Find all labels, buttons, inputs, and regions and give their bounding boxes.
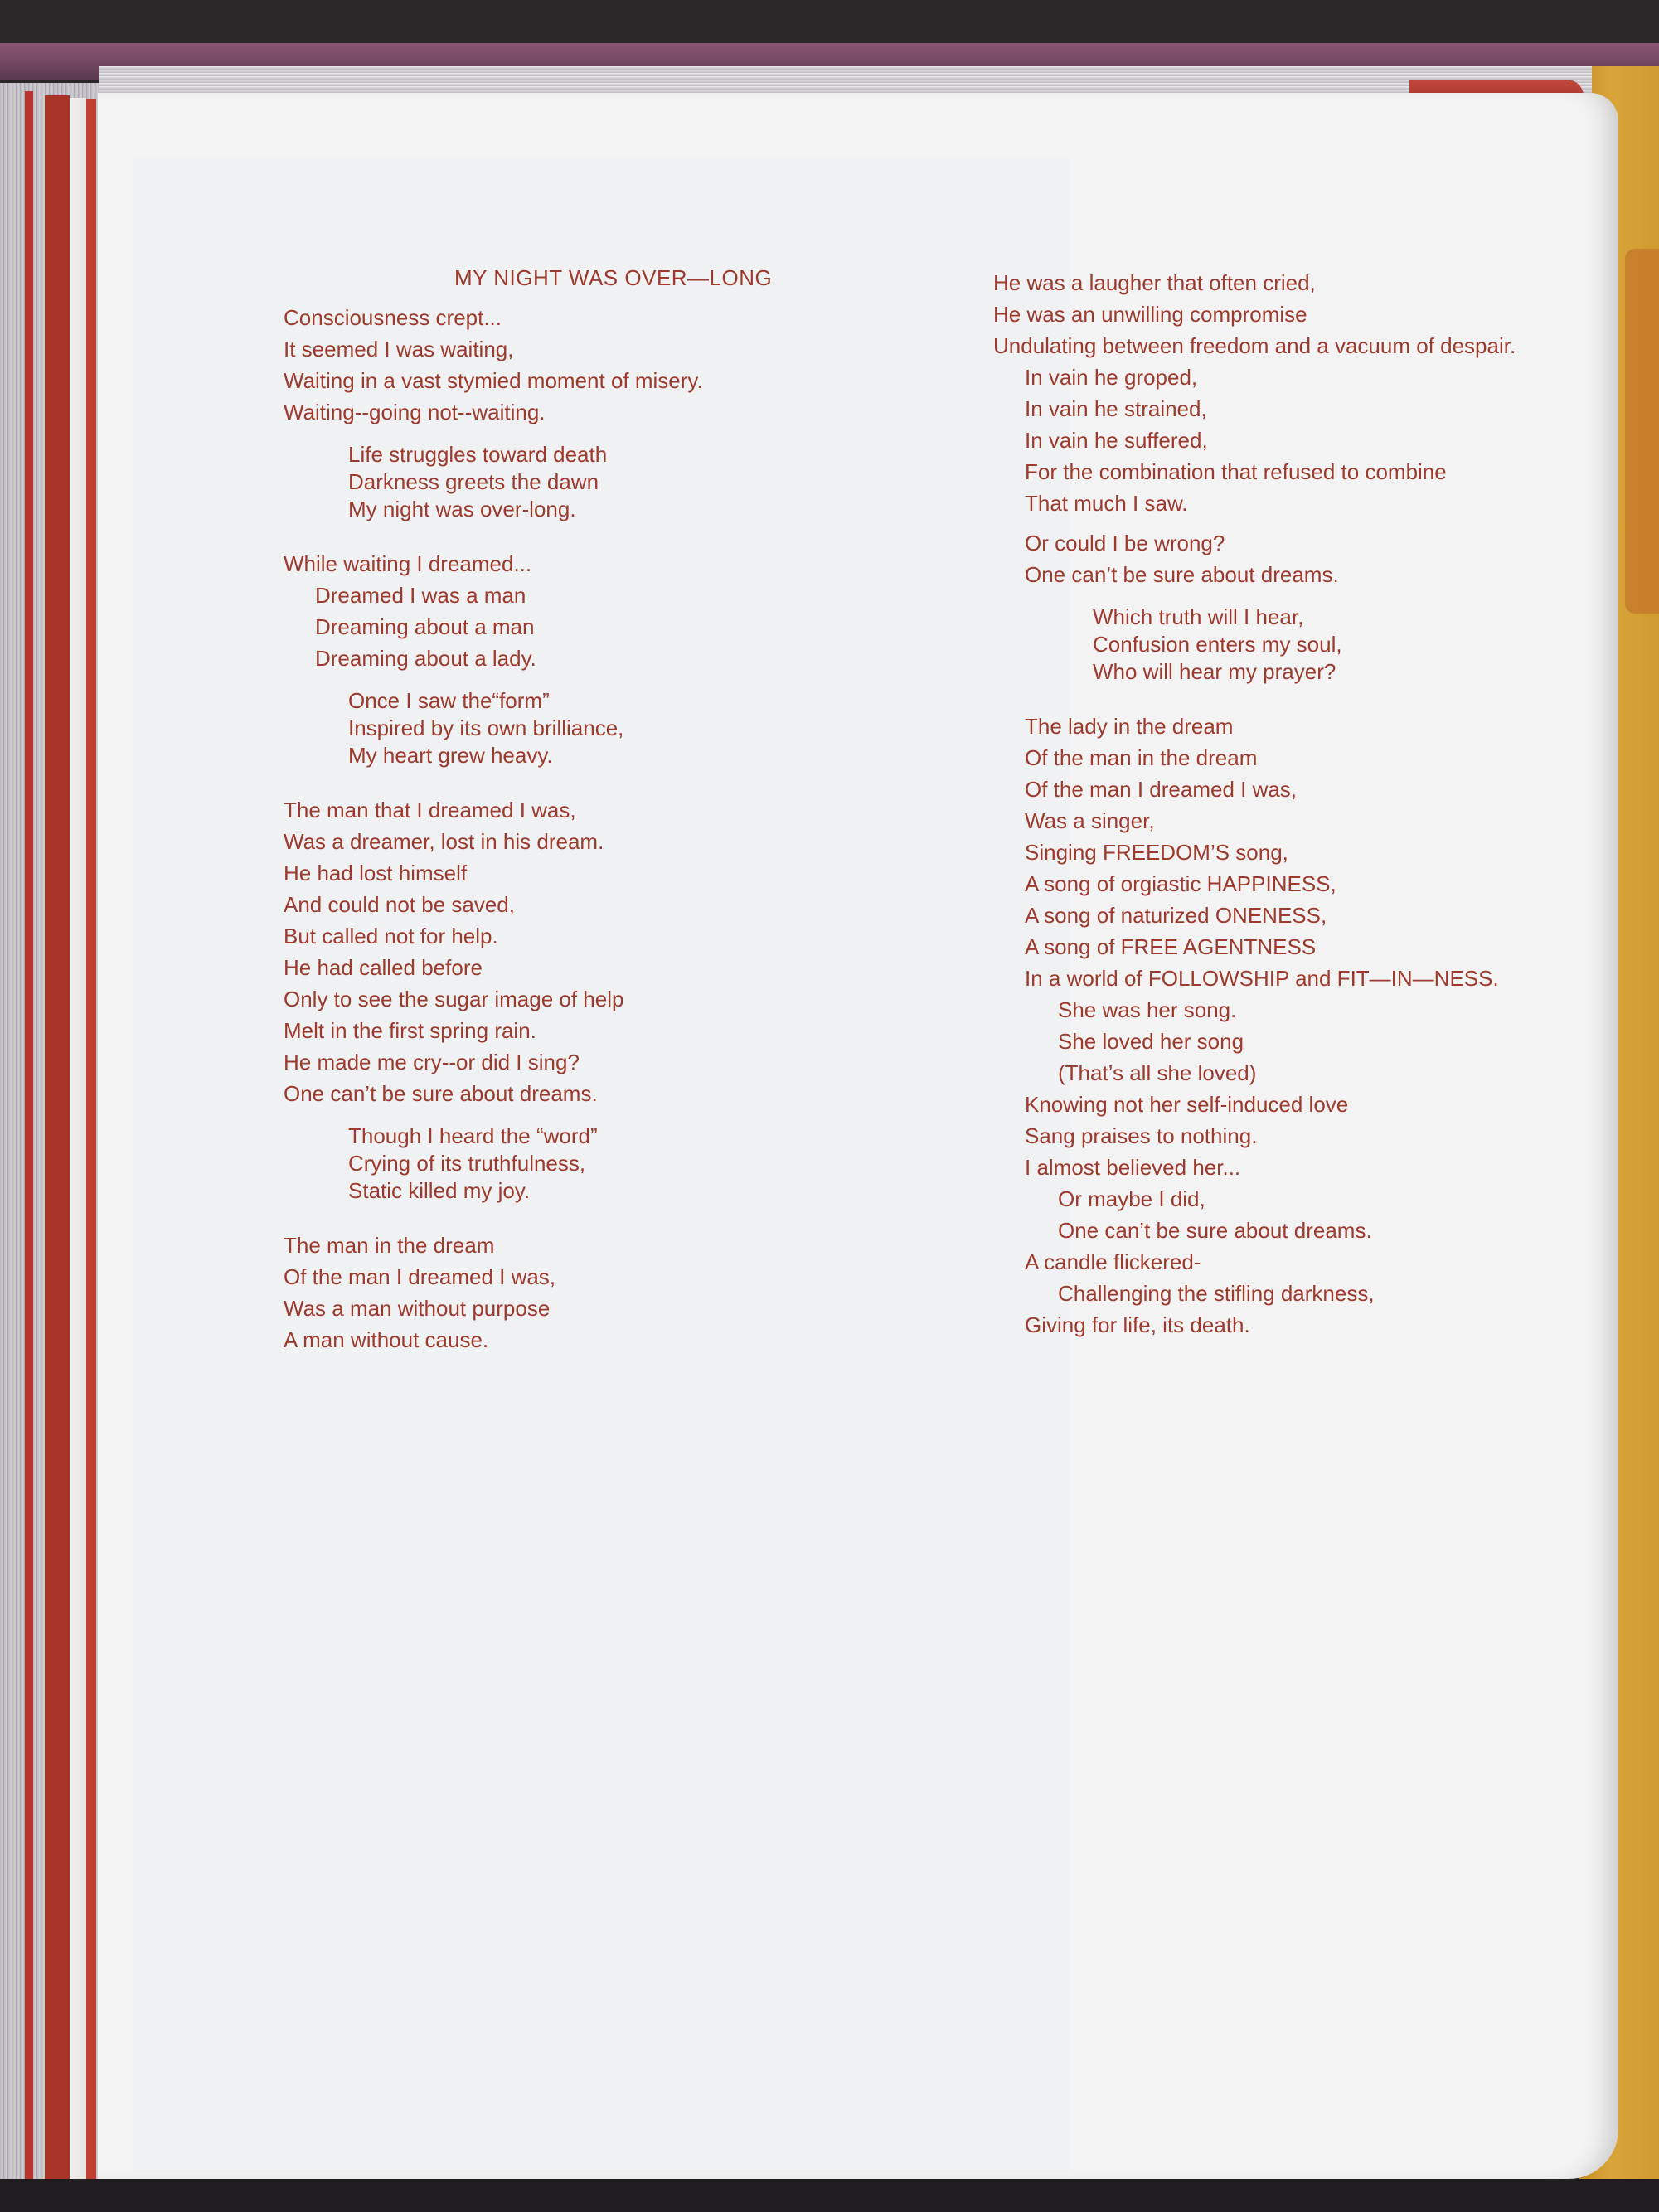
poem-line: Giving for life, its death. xyxy=(1025,1312,1250,1337)
page-edge xyxy=(70,98,86,2183)
poem-line: Though I heard the “word” xyxy=(348,1123,598,1148)
background-bottom xyxy=(0,2179,1659,2212)
poem-line: He made me cry--or did I sing? xyxy=(284,1050,580,1074)
poem-line: A song of naturized ONENESS, xyxy=(1025,903,1327,928)
poem-title: MY NIGHT WAS OVER—LONG xyxy=(454,265,773,290)
poem-line: Undulating between freedom and a vacuum of despair. xyxy=(993,333,1516,358)
red-page-edge xyxy=(86,99,96,2182)
poem-line: Or could I be wrong? xyxy=(1025,531,1225,555)
poem-line: He was an unwilling compromise xyxy=(993,302,1307,327)
poem-line: Consciousness crept... xyxy=(284,305,502,330)
poem-line: In a world of FOLLOWSHIP and FIT—IN—NESS. xyxy=(1025,966,1499,991)
right-column xyxy=(993,267,1574,1341)
poem-line: In vain he strained, xyxy=(1025,396,1207,421)
poem-line: Only to see the sugar image of help xyxy=(284,987,624,1011)
refrain xyxy=(284,687,864,769)
poem-line: Was a singer, xyxy=(1025,808,1155,833)
poem-line: Of the man I dreamed I was, xyxy=(284,1264,556,1289)
poem-line: In vain he suffered, xyxy=(1025,428,1208,453)
red-page-edge xyxy=(25,91,33,2180)
poem-line: Dreamed I was a man xyxy=(315,583,526,608)
poem-line: One can’t be sure about dreams. xyxy=(1058,1218,1372,1243)
refrain xyxy=(993,604,1574,686)
poem-line: Was a dreamer, lost in his dream. xyxy=(284,829,604,854)
poem-line: Which truth will I hear, xyxy=(1093,604,1304,629)
poem-line: That much I saw. xyxy=(1025,491,1188,516)
poem-line: Waiting in a vast stymied moment of misery. xyxy=(284,368,703,393)
poem-line: Dreaming about a lady. xyxy=(315,646,536,671)
poem-line: While waiting I dreamed... xyxy=(284,551,532,576)
poem-line: One can’t be sure about dreams. xyxy=(284,1081,598,1106)
poem-line: One can’t be sure about dreams. xyxy=(1025,562,1339,587)
poem-line: He had lost himself xyxy=(284,861,468,885)
poem-line: Once I saw the“form” xyxy=(348,688,550,713)
poem-line: My heart grew heavy. xyxy=(348,743,553,768)
poem-line: But called not for help. xyxy=(284,924,498,948)
poem-line: For the combination that refused to combine xyxy=(1025,459,1447,484)
refrain xyxy=(284,1123,864,1205)
poem-line: Melt in the first spring rain. xyxy=(284,1018,536,1043)
poem-line: Or maybe I did, xyxy=(1058,1186,1205,1211)
poem-line: Life struggles toward death xyxy=(348,442,608,467)
poem-line: And could not be saved, xyxy=(284,892,515,917)
poem-line: He had called before xyxy=(284,955,483,980)
poem-line: A man without cause. xyxy=(284,1327,489,1352)
poem-line: Singing FREEDOM’S song, xyxy=(1025,840,1288,865)
poem-line: The lady in the dream xyxy=(1025,714,1234,739)
poem-line: She loved her song xyxy=(1058,1029,1244,1054)
poem-line: A song of orgiastic HAPPINESS, xyxy=(1025,871,1336,896)
poem-line: My night was over-long. xyxy=(348,497,576,521)
poem-line: Of the man I dreamed I was, xyxy=(1025,777,1298,802)
poem-line: A song of FREE AGENTNESS xyxy=(1025,934,1317,959)
poem-line: Confusion enters my soul, xyxy=(1093,632,1342,657)
poem-line: Inspired by its own brilliance, xyxy=(348,716,624,740)
poem-line: Darkness greets the dawn xyxy=(348,469,599,494)
poem-line: Knowing not her self-induced love xyxy=(1025,1092,1349,1117)
poem-line: A candle flickered- xyxy=(1025,1249,1201,1274)
poem-line: The man in the dream xyxy=(284,1233,495,1258)
poem-line: Static killed my joy. xyxy=(348,1178,531,1203)
poem-line: Who will hear my prayer? xyxy=(1093,659,1336,684)
red-page-edge xyxy=(45,95,70,2185)
cover-stain xyxy=(1625,249,1659,614)
poem-line: I almost believed her... xyxy=(1025,1155,1241,1180)
poem-line: Of the man in the dream xyxy=(1025,745,1258,770)
left-column xyxy=(284,302,864,1356)
poem-line: He was a laugher that often cried, xyxy=(993,270,1316,295)
poem-line: The man that I dreamed I was, xyxy=(284,798,576,822)
poem-line: Dreaming about a man xyxy=(315,614,535,639)
poem-line: In vain he groped, xyxy=(1025,365,1198,390)
poem-line: Sang praises to nothing. xyxy=(1025,1123,1258,1148)
poem-line: Crying of its truthfulness, xyxy=(348,1151,586,1176)
refrain xyxy=(284,441,864,523)
poem-line: Waiting--going not--waiting. xyxy=(284,400,546,424)
poem-line: (That’s all she loved) xyxy=(1058,1060,1257,1085)
poem-line: She was her song. xyxy=(1058,997,1237,1022)
poem-line: Was a man without purpose xyxy=(284,1296,551,1321)
poem-line: Challenging the stifling darkness, xyxy=(1058,1281,1375,1306)
poem-line: It seemed I was waiting, xyxy=(284,337,514,361)
